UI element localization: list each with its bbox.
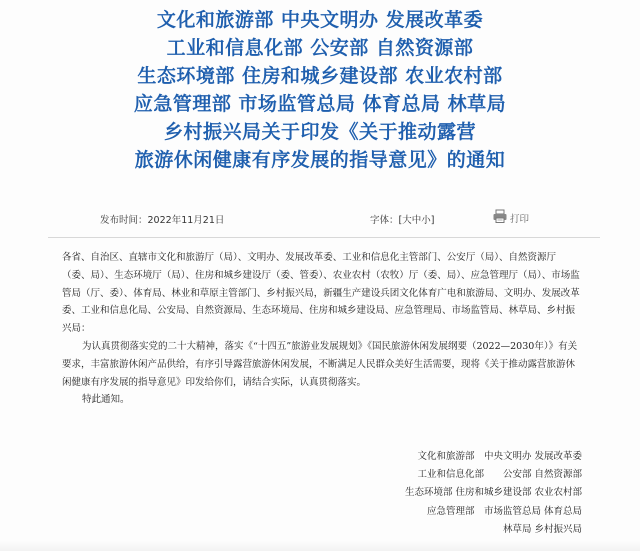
signatory-line: 林草局 乡村振兴局 — [502, 523, 582, 535]
font-size-options[interactable]: [大中小] — [398, 215, 435, 226]
signatory-line: 工业和信息化部 公安部 自然资源部 — [417, 469, 582, 481]
addressees: 各省、自治区、直辖市文化和旅游厅（局）、文明办、发展改革委、工业和信息化主管部门、公安厅（局）、自然资源厅（委、局）、生态环境厅（局）、住房和城乡建设厅（委、管委）、农业农村（农牧）厅（委、局）、应急管理厅（局）、市场监管局（厅、委）、体育局、林业和草原主管部门、乡村振兴局，新疆生产建设兵团文化体育广电和旅游局、文明办、发展改革委、工业和信息化局、公安局、自然资源局、生态环境局、住房和城乡建设局、应急管理局、市场监管局、林草局、乡村振兴局： — [62, 252, 580, 335]
font-size-control — [370, 212, 434, 226]
publish-date-value: 2022年11月21日 — [147, 215, 225, 226]
publish-date — [100, 212, 224, 226]
signatories — [405, 448, 582, 551]
closing: 特此通知。 — [82, 394, 130, 406]
signatory-line: 文化和旅游部 中央文明办 发展改革委 — [417, 451, 582, 462]
signatory-line: 生态环境部 住房和城乡建设部 农业农村部 — [404, 487, 582, 499]
print-button[interactable] — [492, 209, 529, 226]
title-line-1: 文化和旅游部 中央文明办 发展改革委 — [156, 9, 484, 31]
main-paragraph: 为认真贯彻落实党的二十大精神，落实《“十四五”旅游业发展规划》《国民旅游休闲发展纲要（2022—2030年）》有关要求，丰富旅游休闲产品供给，有序引导露营旅游休闲发展，不断满足人民群众美好生活需要，现将《关于推动露营旅游休闲健康有序发展的指导意见》印发给你们，请结合实际，认真贯彻落实。 — [62, 340, 578, 388]
title-line-2: 工业和信息化部 公安部 自然资源部 — [166, 37, 474, 59]
title-line-6: 旅游休闲健康有序发展的指导意见》的通知 — [134, 149, 506, 171]
notice-body — [62, 249, 582, 409]
publish-label: 发布时间： — [100, 215, 148, 226]
title-line-5: 乡村振兴局关于印发《关于推动露营 — [163, 121, 476, 143]
font-size-label: 字体： — [370, 215, 399, 226]
page-bottom-edge — [0, 541, 640, 551]
notice-title — [0, 6, 640, 174]
meta-bar — [0, 208, 640, 230]
title-line-4: 应急管理部 市场监管总局 体育总局 林草局 — [133, 93, 507, 115]
signatory-line: 应急管理部 市场监管总局 体育总局 — [426, 505, 582, 517]
title-line-3: 生态环境部 住房和城乡建设部 农业农村部 — [137, 65, 503, 87]
divider — [48, 237, 600, 238]
print-label: 打印 — [510, 213, 530, 225]
printer-icon — [492, 209, 510, 226]
